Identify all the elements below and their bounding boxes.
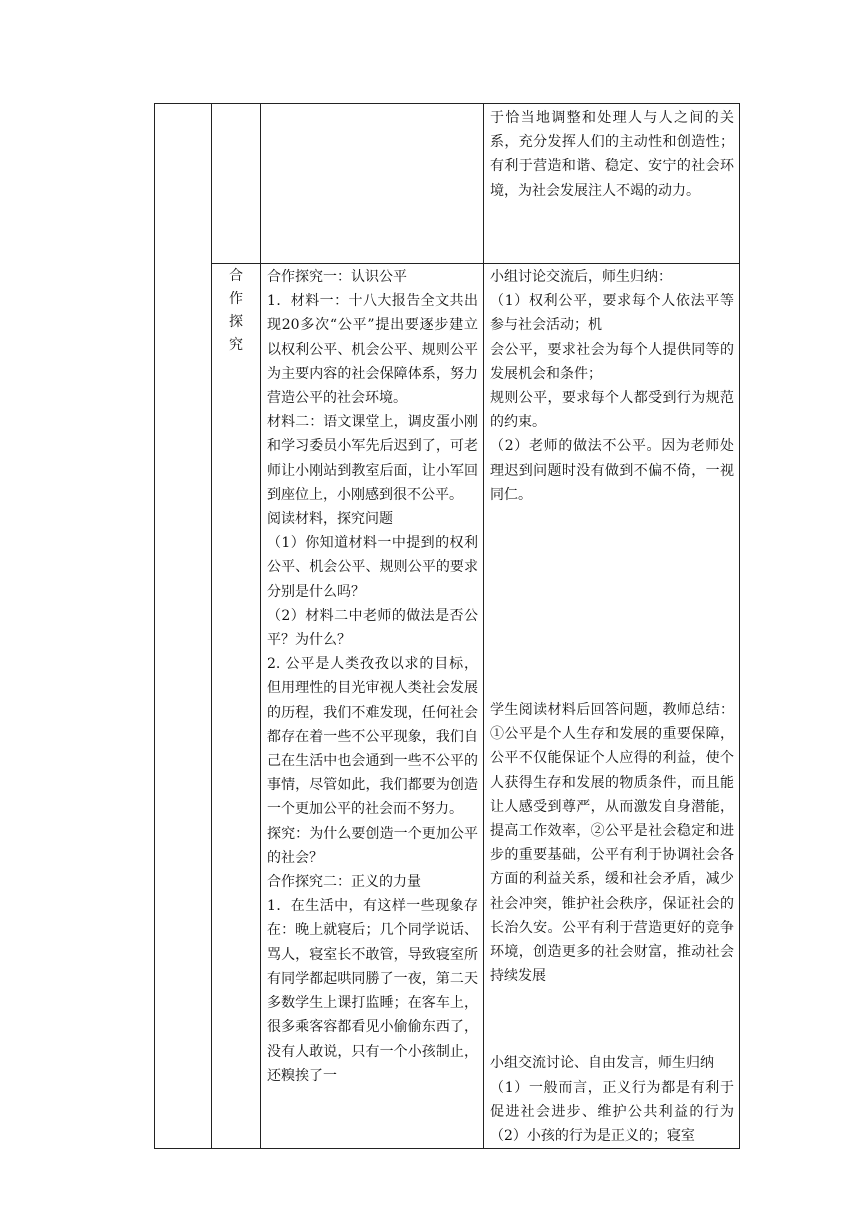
response-text [484, 264, 739, 1148]
activity-heading-2: 合作探究二：正义的力量 [267, 874, 421, 891]
response-paragraph: 小组讨论交流后，师生归纳： [490, 269, 672, 285]
section-label-char: 究 [229, 337, 243, 353]
activity-paragraph: 阅读材料，探究问题 [267, 511, 393, 528]
response-paragraph: （1）权利公平，要求每个人依法平等参与社会活动；机 [490, 293, 734, 334]
activity-paragraph: 材料二：语文课堂上，调皮蛋小刚和学习委员小军先后迟到了，可老师让小刚站到教室后面，让小军回到座位上，小刚感到很不公平。 [267, 414, 478, 503]
activity-heading-1: 合作探究一：认识公平 [267, 269, 407, 285]
spacer [490, 507, 734, 698]
activity-text [261, 264, 483, 1088]
activity-paragraph: 1．材料一：十八大报告全文共出现20多次“公平”提出要逐步建立以权利公平、机会公平、规则公平为主要内容的社会保障体系，努力营造公平的社会环境。 [267, 293, 478, 407]
section-label-char: 合 [229, 268, 243, 284]
activity-paragraph: 探究：为什么要创造一个更加公平的社会？ [267, 825, 478, 866]
activity-paragraph: 1．在生活中，有这样一些现象存在：晚上就寝后；几个同学说话、骂人，寝室长不敢管，导致寝室所有同学都起哄同勝了一夜，第二天多数学生上课打监睡；在客车上，很多乘客容都看见小偷偷东西了，没有人敢说，只有一个小孩制止，还糗挨了一 [267, 898, 478, 1084]
response-paragraph: （1）一般而言，正义行为都是有利于促进社会进步、维护公共利益的行为（2）小孩的行为是正义的；寝室 [490, 1079, 734, 1145]
activity-cell-top [261, 104, 484, 264]
response-cell [484, 264, 740, 1149]
activity-paragraph: 2. 公平是人类孜孜以求的目标，但用理性的目光审视人类社会发展的历程，我们不难发现，任何社会都存在着一些不公平现象，我们自己在生活中也会通到一些不公平的事情，尽管如此，我们都要为创造一个更加公平的社会而不努力。 [267, 656, 478, 818]
response-paragraph: 会公平，要求社会为每个人提供同等的发展机会和条件； [490, 341, 734, 382]
section-label-char: 作 [229, 291, 243, 307]
section-cell-top [212, 104, 261, 264]
response-paragraph: 规则公平，要求每个人都受到行为规范的约束。 [490, 390, 734, 431]
table-row-cooperative-inquiry [155, 264, 740, 1149]
response-paragraph: 于恰当地调整和处理人与人之间的关系，充分发挥人们的主动性和创造性；有利于营造和谐、稳定、安宁的社会环境，为社会发展注人不竭的动力。 [490, 110, 734, 199]
activity-paragraph: （2）材料二中老师的做法是否公平？为什么？ [267, 607, 478, 649]
section-label-cell [212, 264, 261, 1149]
response-text-top [484, 104, 739, 203]
response-cell-top [484, 104, 740, 264]
lesson-plan-table [154, 103, 740, 1149]
section-label [212, 264, 260, 357]
spacer [490, 988, 734, 1051]
response-paragraph: 小组交流讨论、自由发言，师生归纳 [490, 1055, 714, 1072]
activity-paragraph: （1）你知道材料一中提到的权利公平、机会公平、规则公平的要求分别是什么吗？ [267, 535, 478, 600]
stage-cell [155, 104, 212, 1149]
response-paragraph: 学生阅读材料后回答问题，教师总结：①公平是个人生存和发展的重要保障，公平不仅能保证个人应得的利益，使个人获得生存和发展的物质条件，而且能让人感受到尊严，从而激发自身潜能，提高工作效率，②公平是社会稳定和进步的重要基础，公平有利于协调社会各方面的利益关系，缓和社会矛盾，减少社会冲突，锥护社会秩序，保证社会的长治久安。公平有利于营造更好的竞争环境，创造更多的社会财富，推动社会持续发展 [490, 702, 734, 985]
activity-cell [261, 264, 484, 1149]
section-label-char: 探 [229, 314, 243, 330]
response-paragraph: （2）老师的做法不公平。因为老师处理迟到问题时没有做到不偏不倚，一视同仁。 [490, 438, 734, 503]
table-row-continuation [155, 104, 740, 264]
